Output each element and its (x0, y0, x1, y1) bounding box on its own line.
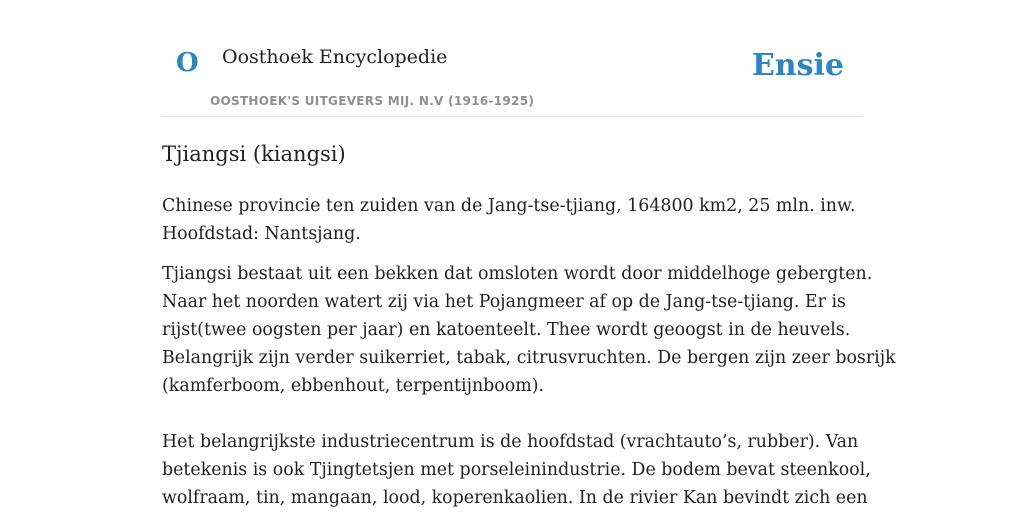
text-line: Tjiangsi bestaat uit een bekken dat omsloten wordt door middelhoge gebergten. (162, 264, 873, 284)
text-line: wolfraam, tin, mangaan, lood, koperenkaolien. In de rivier Kan bevindt zich een (162, 488, 868, 508)
paragraph-gap (162, 400, 862, 428)
logo-icon[interactable]: O (176, 48, 199, 78)
text-line: Chinese provincie ten zuiden van de Jang-tse-tjiang, 164800 km2, 25 mln. inw. (162, 196, 856, 216)
text-line: Het belangrijkste industriecentrum is de hoofdstad (vrachtauto’s, rubber). Van (162, 432, 859, 452)
ensie-brand-link[interactable]: Ensie (751, 48, 844, 83)
text-line: rijst(twee oogsten per jaar) en katoenteelt. Thee wordt geoogst in de heuvels. (162, 320, 851, 340)
article (162, 138, 896, 512)
entry-title: Tjiangsi (kiangsi) (162, 142, 346, 166)
site-header (162, 0, 862, 117)
text-line: Hoofdstad: Nantsjang. (162, 224, 361, 244)
publisher-label: OOSTHOEK'S UITGEVERS MIJ. N.V (1916-1925) (210, 94, 535, 108)
text-line: Belangrijk zijn verder suikerriet, tabak, citrusvruchten. De bergen zijn zeer bosrijk (162, 348, 896, 368)
text-line: (kamferboom, ebbenhout, terpentijnboom). (162, 376, 545, 396)
text-line: Naar het noorden watert zij via het Pojangmeer af op de Jang-tse-tjiang. Er is (162, 292, 846, 312)
site-title[interactable]: Oosthoek Encyclopedie (222, 46, 448, 68)
article-paragraph-1 (162, 192, 862, 248)
text-line: betekenis is ook Tjingtetsjen met porseleinindustrie. De bodem bevat steenkool, (162, 460, 871, 480)
article-paragraph-2 (162, 260, 896, 512)
